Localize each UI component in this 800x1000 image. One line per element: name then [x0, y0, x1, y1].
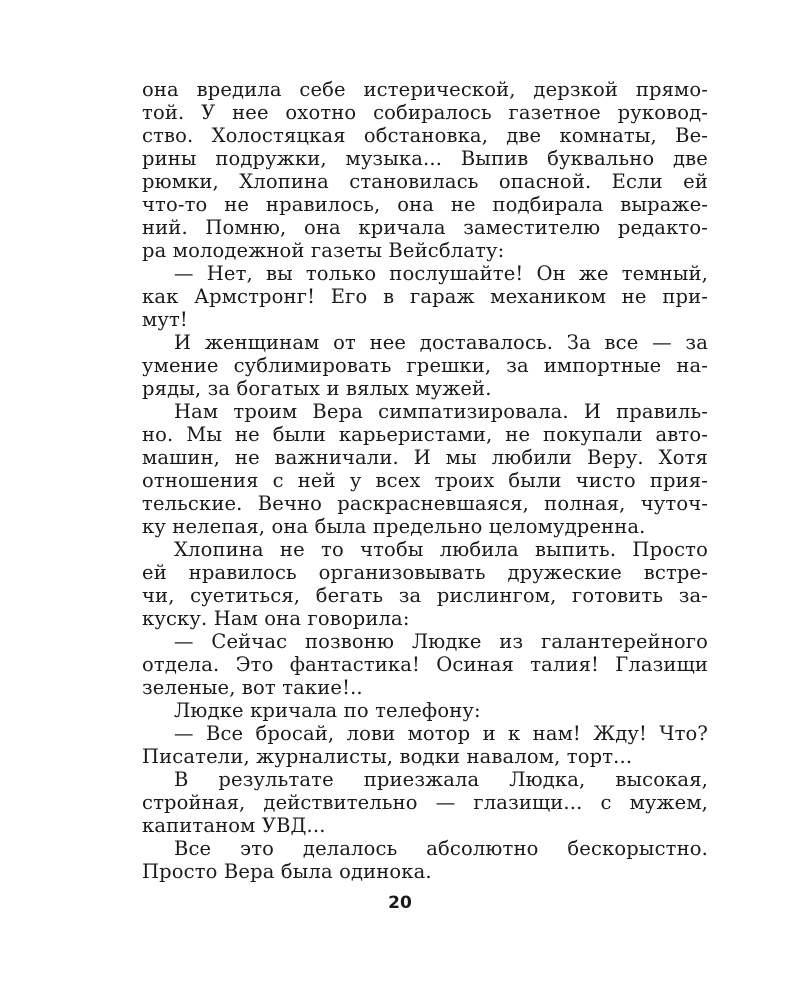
- text-line: Нам троим Вера симпатизировала. И правиль-: [174, 400, 708, 423]
- text-line: ство. Холостяцкая обстановка, две комнаты, Ве-: [142, 124, 708, 147]
- text-line: отношения с ней у всех троих были чисто прия-: [142, 469, 708, 492]
- text-line: И женщинам от нее доставалось. За все — за: [174, 331, 708, 354]
- text-line: той. У нее охотно собиралось газетное руковод-: [142, 101, 708, 124]
- text-line: Людке кричала по телефону:: [174, 699, 481, 722]
- page-number: 20: [388, 893, 412, 913]
- text-line: ку нелепая, она была предельно целомудренна.: [142, 515, 646, 538]
- text-line: рюмки, Хлопина становилась опасной. Если ей: [142, 170, 708, 193]
- text-line: тельские. Вечно раскрасневшаяся, полная, чуточ-: [142, 492, 708, 515]
- text-line: но. Мы не были карьеристами, не покупали авто-: [142, 423, 708, 446]
- text-line: — Все бросай, лови мотор и к нам! Жду! Что?: [174, 722, 708, 745]
- text-line: ний. Помню, она кричала заместителю редакто-: [142, 216, 708, 239]
- text-line: рины подружки, музыка... Выпив буквально две: [142, 147, 708, 170]
- text-line: зеленые, вот такие!..: [142, 676, 363, 699]
- text-line: Писатели, журналисты, водки навалом, торт...: [142, 745, 633, 768]
- text-line: Просто Вера была одинока.: [142, 860, 432, 883]
- text-line: стройная, действительно — глазищи... с мужем,: [142, 791, 708, 814]
- text-line: Хлопина не то чтобы любила выпить. Просто: [174, 538, 708, 561]
- text-line: куску. Нам она говорила:: [142, 607, 410, 630]
- text-line: мут!: [142, 308, 188, 331]
- text-line: отдела. Это фантастика! Осиная талия! Глазищи: [142, 653, 708, 676]
- text-line: ей нравилось организовывать дружеские встре-: [142, 561, 708, 584]
- book-page-text: [142, 78, 708, 883]
- text-line: капитаном УВД...: [142, 814, 326, 837]
- text-line: В результате приезжала Людка, высокая,: [174, 768, 708, 791]
- text-line: ра молодежной газеты Вейсблату:: [142, 239, 505, 262]
- text-line: — Нет, вы только послушайте! Он же темный,: [174, 262, 708, 285]
- text-line: чи, суетиться, бегать за рислингом, готовить за-: [142, 584, 708, 607]
- text-line: машин, не важничали. И мы любили Веру. Хотя: [142, 446, 708, 469]
- text-line: как Армстронг! Его в гараж механиком не при-: [142, 285, 708, 308]
- text-line: умение сублимировать грешки, за импортные на-: [142, 354, 708, 377]
- text-line: — Сейчас позвоню Людке из галантерейного: [174, 630, 708, 653]
- text-line: она вредила себе истерической, дерзкой прямо-: [142, 78, 708, 101]
- text-line: что-то не нравилось, она не подбирала выраже-: [142, 193, 708, 216]
- text-line: ряды, за богатых и вялых мужей.: [142, 377, 492, 400]
- text-line: Все это делалось абсолютно бескорыстно.: [174, 837, 708, 860]
